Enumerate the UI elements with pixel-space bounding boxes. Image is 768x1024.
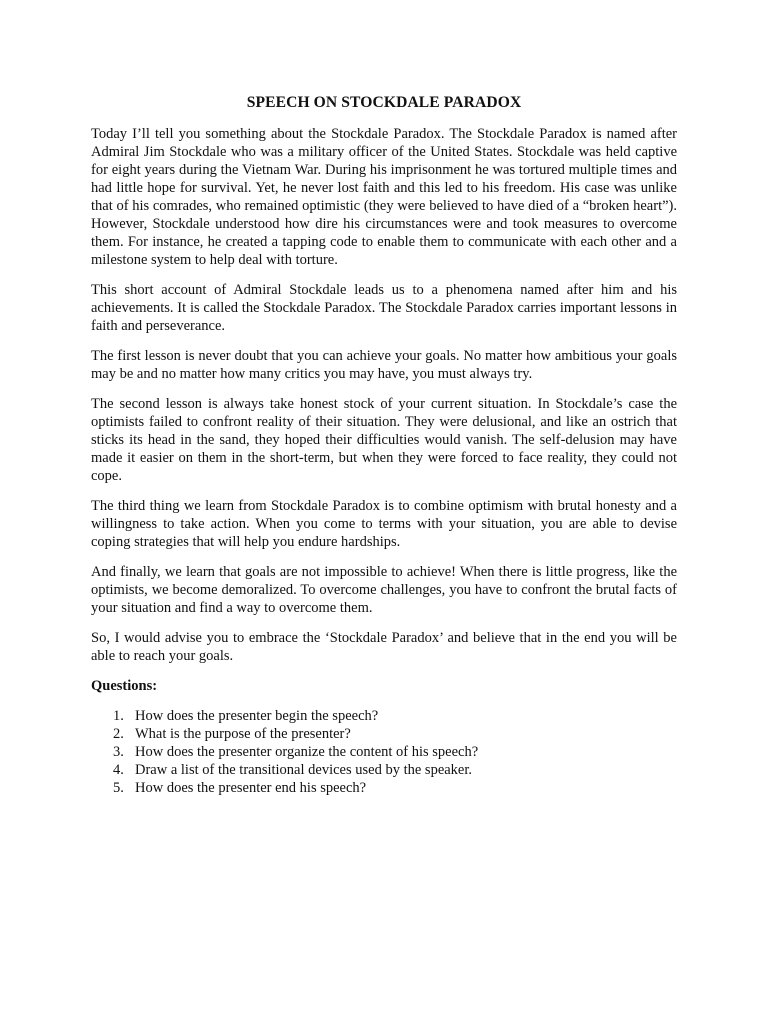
question-item [91, 779, 677, 797]
question-number: 4. [113, 762, 124, 778]
questions-heading: Questions: [91, 678, 158, 694]
paragraph-third-lesson: The third thing we learn from Stockdale Paradox is to combine optimism with brutal honesty and a willingness to take action. When you come to terms with your situation, you are able to devise coping strategies that will help you endure hardships. [91, 498, 677, 550]
question-number: 3. [113, 744, 124, 760]
question-number: 5. [113, 780, 124, 796]
document-body [91, 92, 677, 797]
document-title: SPEECH ON STOCKDALE PARADOX [246, 94, 522, 111]
question-text: How does the presenter begin the speech? [135, 708, 379, 724]
question-item [91, 743, 677, 761]
paragraph-final-lesson: And finally, we learn that goals are not impossible to achieve! When there is little progress, like the optimists, we become demoralized. To overcome challenges, you have to confront the brutal facts of your situation and find a way to overcome them. [91, 564, 677, 616]
question-text: What is the purpose of the presenter? [135, 726, 351, 742]
paragraph-paradox: This short account of Admiral Stockdale leads us to a phenomena named after him and his achievements. It is called the Stockdale Paradox. The Stockdale Paradox carries important lessons in faith and perseverance. [91, 282, 677, 334]
question-item [91, 707, 677, 725]
paragraph-first-lesson: The first lesson is never doubt that you can achieve your goals. No matter how ambitious your goals may be and no matter how many critics you may have, you must always try. [91, 348, 677, 382]
paragraph-intro: Today I’ll tell you something about the Stockdale Paradox. The Stockdale Paradox is named after Admiral Jim Stockdale who was a military officer of the United States. Stockdale was held captive for eight years during the Vietnam War. During his imprisonment he was tortured multiple times and had little hope for survival. Yet, he never lost faith and this led to his freedom. His case was unlike that of his comrades, who remained optimistic (they were believed to have died of a “broken heart”). However, Stockdale understood how dire his circumstances were and took measures to overcome them. For instance, he created a tapping code to enable them to communicate with each other and a milestone system to help deal with torture. [91, 126, 677, 268]
question-number: 2. [113, 726, 124, 742]
question-item [91, 725, 677, 743]
question-text: How does the presenter end his speech? [135, 780, 367, 796]
question-item [91, 761, 677, 779]
question-number: 1. [113, 708, 124, 724]
question-text: Draw a list of the transitional devices used by the speaker. [135, 762, 473, 778]
paragraph-conclusion: So, I would advise you to embrace the ‘Stockdale Paradox’ and believe that in the end you will be able to reach your goals. [91, 630, 677, 664]
paragraph-second-lesson: The second lesson is always take honest stock of your current situation. In Stockdale’s case the optimists failed to confront reality of their situation. They were delusional, and like an ostrich that sticks its head in the sand, they hoped their difficulties would vanish. The self-delusion may have made it easier on them in the short-term, but when they were forced to face reality, they could not cope. [91, 396, 677, 484]
questions-list [91, 707, 677, 797]
question-text: How does the presenter organize the content of his speech? [135, 744, 479, 760]
